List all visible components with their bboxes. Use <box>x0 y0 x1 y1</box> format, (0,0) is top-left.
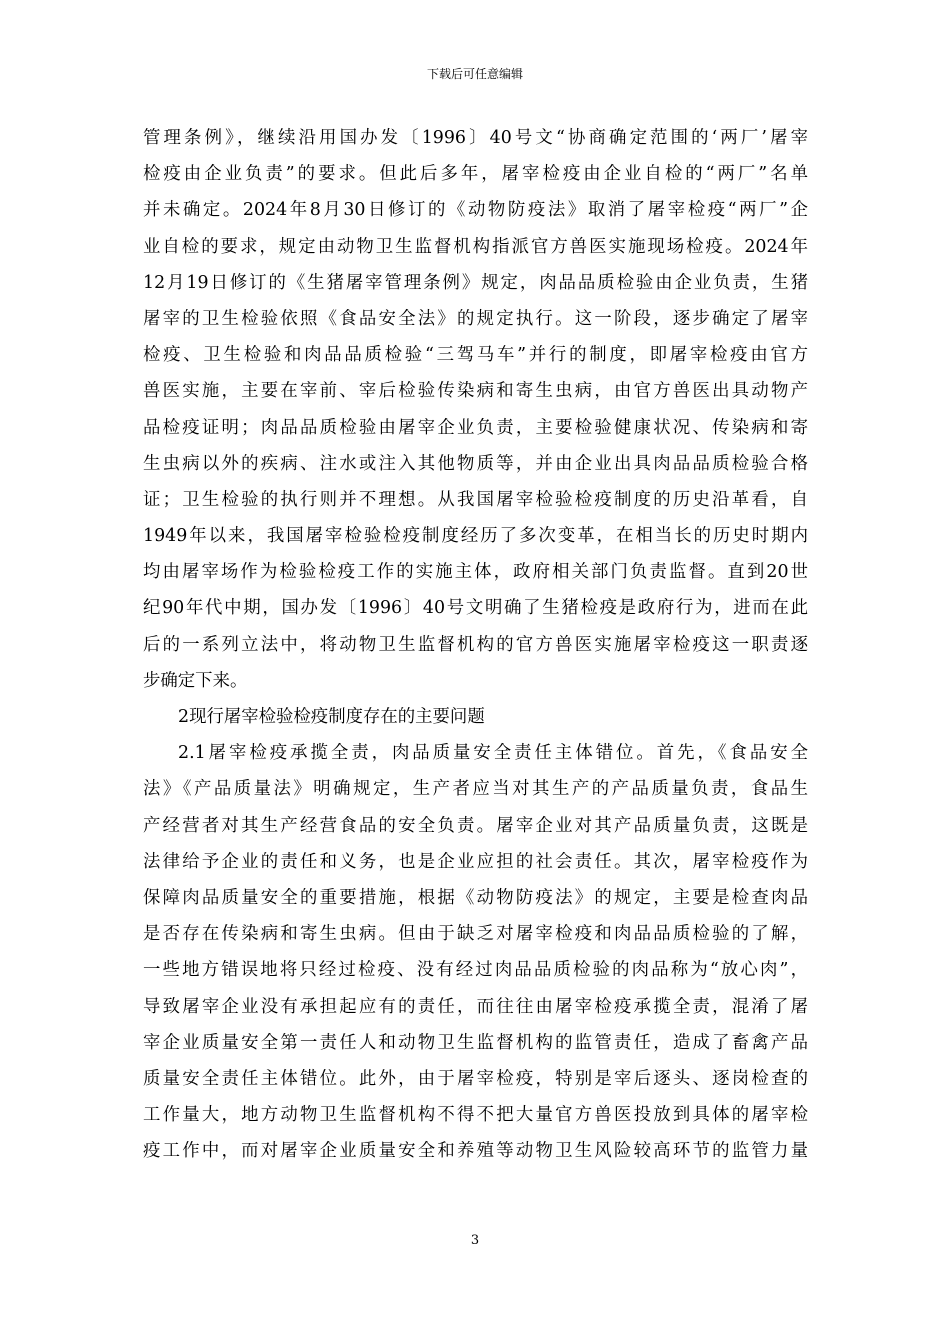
text-line: 并未确定。2024年8月30日修订的《动物防疫法》取消了屠宰检疫“两厂”企 <box>143 200 808 221</box>
text-line: 步确定下来。 <box>143 670 248 691</box>
text-line: 法》《产品质量法》明确规定，生产者应当对其生产的产品质量负责，食品生 <box>143 779 808 800</box>
text-line: 管理条例》，继续沿用国办发〔1996〕40号文“协商确定范围的‘两厂’屠宰 <box>143 128 808 148</box>
text-line: 生虫病以外的疾病、注水或注入其他物质等，并由企业出具肉品品质检验合格 <box>143 453 808 474</box>
text-line: 检疫、卫生检验和肉品品质检验“三驾马车”并行的制度，即屠宰检疫由官方 <box>143 345 808 366</box>
text-line: 宰企业质量安全第一责任人和动物卫生监督机构的监管责任，造成了畜禽产品 <box>143 1032 808 1053</box>
text-line: 质量安全责任主体错位。此外，由于屠宰检疫，特别是宰后逐头、逐岗检查的 <box>143 1068 808 1089</box>
text-line: 法律给予企业的责任和义务，也是企业应担的社会责任。其次，屠宰检疫作为 <box>143 851 808 872</box>
text-line: 纪90年代中期，国办发〔1996〕40号文明确了生猪检疫是政府行为，进而在此 <box>143 598 808 619</box>
document-body <box>143 120 808 1169</box>
text-line: 12月19日修订的《生猪屠宰管理条例》规定，肉品品质检验由企业负责，生猪 <box>143 272 808 293</box>
text-line: 均由屠宰场作为检验检疫工作的实施主体，政府相关部门负责监督。直到20世 <box>143 562 808 583</box>
text-line: 检疫由企业负责”的要求。但此后多年，屠宰检疫由企业自检的“两厂”名单 <box>143 164 808 185</box>
text-line: 屠宰的卫生检验依照《食品安全法》的规定执行。这一阶段，逐步确定了屠宰 <box>143 308 808 329</box>
text-line: 一些地方错误地将只经过检疫、没有经过肉品品质检验的肉品称为“放心肉”， <box>143 960 808 981</box>
page-number: 3 <box>470 1233 480 1248</box>
text-line: 是否存在传染病和寄生虫病。但由于缺乏对屠宰检疫和肉品品质检验的了解， <box>143 924 808 945</box>
text-line: 1949年以来，我国屠宰检验检疫制度经历了多次变革，在相当长的历史时期内 <box>143 526 808 547</box>
text-line: 疫工作中，而对屠宰企业质量安全和养殖等动物卫生风险较高环节的监管力量 <box>143 1141 808 1162</box>
text-line: 2.1屠宰检疫承揽全责，肉品质量安全责任主体错位。首先，《食品安全 <box>178 743 808 764</box>
text-line: 工作量大，地方动物卫生监督机构不得不把大量官方兽医投放到具体的屠宰检 <box>143 1105 808 1126</box>
text-line: 保障肉品质量安全的重要措施，根据《动物防疫法》的规定，主要是检查肉品 <box>143 887 808 908</box>
text-line: 兽医实施，主要在宰前、宰后检验传染病和寄生虫病，由官方兽医出具动物产 <box>143 381 808 402</box>
text-line: 导致屠宰企业没有承担起应有的责任，而往往由屠宰检疫承揽全责，混淆了屠 <box>143 996 808 1017</box>
text-line: 证；卫生检验的执行则并不理想。从我国屠宰检验检疫制度的历史沿革看，自 <box>143 489 808 510</box>
section-heading: 2现行屠宰检验检疫制度存在的主要问题 <box>178 707 485 727</box>
page-header: 下载后可任意编辑 <box>426 67 523 81</box>
text-line: 后的一系列立法中，将动物卫生监督机构的官方兽医实施屠宰检疫这一职责逐 <box>143 634 808 655</box>
text-line: 品检疫证明；肉品品质检验由屠宰企业负责，主要检验健康状况、传染病和寄 <box>143 417 808 438</box>
text-line: 业自检的要求，规定由动物卫生监督机构指派官方兽医实施现场检疫。2024年 <box>143 236 808 257</box>
text-line: 产经营者对其生产经营食品的安全负责。屠宰企业对其产品质量负责，这既是 <box>143 815 808 836</box>
